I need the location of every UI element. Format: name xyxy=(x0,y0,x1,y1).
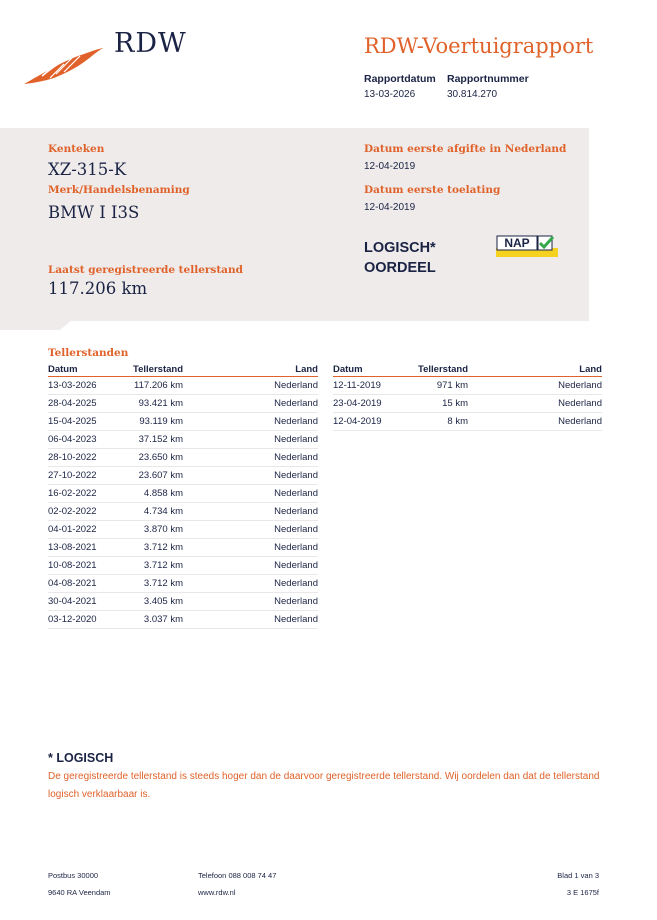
table-row xyxy=(333,395,602,413)
first-registration-nl-value: 12-04-2019 xyxy=(364,161,416,172)
footnote-text: De geregistreerde tellerstand is steeds hoger dan de daarvoor geregistreerde tellerstand. Wij oordelen dan dat de tellerstand logisch verklaarbaar is. xyxy=(48,771,600,800)
cell-date: 12-04-2019 xyxy=(333,413,405,431)
cell-country: Nederland xyxy=(183,539,318,557)
table-row xyxy=(333,377,602,395)
cell-odometer: 971 km xyxy=(405,377,468,395)
readings-title: Tellerstanden xyxy=(48,347,129,359)
cell-country: Nederland xyxy=(183,395,318,413)
first-admission-value: 12-04-2019 xyxy=(364,202,416,213)
col-country-header: Land xyxy=(468,362,602,377)
cell-country: Nederland xyxy=(183,377,318,395)
table-row xyxy=(48,575,318,593)
plate-value: XZ-315-K xyxy=(48,160,127,179)
cell-date: 23-04-2019 xyxy=(333,395,405,413)
cell-country: Nederland xyxy=(183,611,318,629)
table-row xyxy=(48,611,318,629)
cell-odometer: 117.206 km xyxy=(120,377,183,395)
cell-date: 04-01-2022 xyxy=(48,521,120,539)
report-date: 13-03-2026 xyxy=(364,89,416,100)
cell-country: Nederland xyxy=(183,449,318,467)
table-row xyxy=(333,413,602,431)
cell-odometer: 4.734 km xyxy=(120,503,183,521)
col-date-header: Datum xyxy=(48,362,120,377)
cell-odometer: 3.037 km xyxy=(120,611,183,629)
col-date-header: Datum xyxy=(333,362,405,377)
cell-country: Nederland xyxy=(183,413,318,431)
nap-text: NAP xyxy=(504,236,530,250)
cell-country: Nederland xyxy=(183,503,318,521)
readings-table-right xyxy=(333,362,602,431)
table-row xyxy=(48,449,318,467)
report-date-label: Rapportdatum xyxy=(364,73,436,85)
footer-postbus: Postbus 30000 xyxy=(48,871,99,880)
table-row xyxy=(48,539,318,557)
cell-odometer: 8 km xyxy=(405,413,468,431)
report-title: RDW-Voertuigrapport xyxy=(364,34,594,58)
cell-country: Nederland xyxy=(183,485,318,503)
cell-country: Nederland xyxy=(183,557,318,575)
cell-date: 12-11-2019 xyxy=(333,377,405,395)
table-row xyxy=(48,485,318,503)
table-row xyxy=(48,413,318,431)
cell-date: 03-12-2020 xyxy=(48,611,120,629)
cell-odometer: 93.119 km xyxy=(120,413,183,431)
cell-date: 16-02-2022 xyxy=(48,485,120,503)
cell-country: Nederland xyxy=(468,413,602,431)
col-odo-header: Tellerstand xyxy=(120,362,183,377)
footer-page-number: Blad 1 van 3 xyxy=(557,871,599,880)
table-row xyxy=(48,557,318,575)
first-registration-nl-label: Datum eerste afgifte in Nederland xyxy=(364,143,567,155)
make-value: BMW I I3S xyxy=(48,203,140,222)
nap-logo-icon xyxy=(496,235,558,257)
cell-odometer: 23.607 km xyxy=(120,467,183,485)
cell-country: Nederland xyxy=(183,593,318,611)
cell-date: 13-03-2026 xyxy=(48,377,120,395)
cell-date: 28-04-2025 xyxy=(48,395,120,413)
cell-date: 10-08-2021 xyxy=(48,557,120,575)
make-label: Merk/Handelsbenaming xyxy=(48,184,190,196)
cell-odometer: 3.405 km xyxy=(120,593,183,611)
cell-country: Nederland xyxy=(468,395,602,413)
odometer-label: Laatst geregistreerde tellerstand xyxy=(48,264,243,276)
footnote-title: * LOGISCH xyxy=(48,751,114,765)
cell-odometer: 15 km xyxy=(405,395,468,413)
panel-notch xyxy=(0,320,72,330)
readings-table-left xyxy=(48,362,318,629)
brand-name: RDW xyxy=(114,28,187,59)
first-admission-label: Datum eerste toelating xyxy=(364,184,501,196)
cell-odometer: 37.152 km xyxy=(120,431,183,449)
footer-website-link[interactable]: www.rdw.nl xyxy=(198,888,236,897)
table-row xyxy=(48,521,318,539)
cell-country: Nederland xyxy=(468,377,602,395)
cell-date: 30-04-2021 xyxy=(48,593,120,611)
cell-country: Nederland xyxy=(183,431,318,449)
table-row xyxy=(48,467,318,485)
cell-date: 28-10-2022 xyxy=(48,449,120,467)
table-row xyxy=(48,395,318,413)
verdict xyxy=(364,238,436,278)
cell-date: 13-08-2021 xyxy=(48,539,120,557)
report-number: 30.814.270 xyxy=(447,89,498,100)
cell-date: 02-02-2022 xyxy=(48,503,120,521)
cell-country: Nederland xyxy=(183,521,318,539)
table-row xyxy=(48,503,318,521)
col-odo-header: Tellerstand xyxy=(405,362,468,377)
cell-odometer: 3.712 km xyxy=(120,539,183,557)
cell-odometer: 3.712 km xyxy=(120,575,183,593)
cell-odometer: 23.650 km xyxy=(120,449,183,467)
cell-country: Nederland xyxy=(183,467,318,485)
footer-postcode: 9640 RA Veendam xyxy=(48,888,111,897)
cell-odometer: 3.712 km xyxy=(120,557,183,575)
odometer-value: 117.206 km xyxy=(48,279,148,298)
footer-document-code: 3 E 1675f xyxy=(566,888,599,897)
table-row xyxy=(48,431,318,449)
report-number-label: Rapportnummer xyxy=(447,73,529,85)
cell-country: Nederland xyxy=(183,575,318,593)
table-row xyxy=(48,377,318,395)
cell-odometer: 3.870 km xyxy=(120,521,183,539)
rdw-wing-logo-icon xyxy=(24,44,104,86)
cell-date: 15-04-2025 xyxy=(48,413,120,431)
verdict-line-1: LOGISCH* xyxy=(364,240,436,256)
cell-date: 06-04-2023 xyxy=(48,431,120,449)
col-country-header: Land xyxy=(183,362,318,377)
verdict-line-2: OORDEEL xyxy=(364,260,436,276)
footer-phone: Telefoon 088 008 74 47 xyxy=(198,871,277,880)
cell-odometer: 93.421 km xyxy=(120,395,183,413)
cell-date: 04-08-2021 xyxy=(48,575,120,593)
plate-label: Kenteken xyxy=(48,143,105,155)
cell-date: 27-10-2022 xyxy=(48,467,120,485)
table-row xyxy=(48,593,318,611)
cell-odometer: 4.858 km xyxy=(120,485,183,503)
